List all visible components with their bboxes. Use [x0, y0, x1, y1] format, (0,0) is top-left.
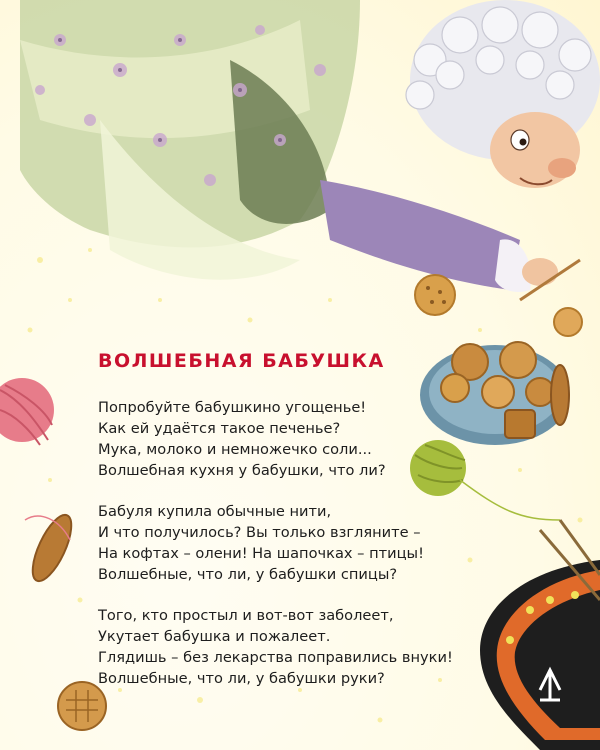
- poem-line: Как ей удаётся такое печенье?: [98, 420, 341, 437]
- poem-line: И что получилось? Вы только взгляните –: [98, 524, 421, 541]
- poem-line: Того, кто простыл и вот-вот заболеет,: [98, 607, 394, 624]
- poem-line: На кофтах – олени! На шапочках – птицы!: [98, 545, 424, 562]
- poem-body: [98, 397, 478, 709]
- poem-title: ВОЛШЕБНАЯ БАБУШКА: [98, 350, 385, 372]
- grandmother-head: [406, 0, 600, 188]
- poem-line: Волшебные, что ли, у бабушки спицы?: [98, 566, 398, 583]
- poem-stanza: [98, 501, 478, 585]
- poem-line: Волшебные, что ли, у бабушки руки?: [98, 670, 385, 687]
- poem-stanza: [98, 397, 478, 481]
- poem-line: Волшебная кухня у бабушки, что ли?: [98, 462, 386, 479]
- dress-illustration: [20, 0, 360, 280]
- poem-line: Укутает бабушка и пожалеет.: [98, 628, 331, 645]
- poem-line: Бабуля купила обычные нити,: [98, 503, 332, 520]
- bread-illustration: [25, 510, 79, 586]
- poem-stanza: [98, 605, 478, 689]
- poem-line: Глядишь – без лекарства поправились внуки!: [98, 649, 453, 666]
- knitted-scarf-illustration: [480, 520, 600, 750]
- poem-line: Мука, молоко и немножечко соли...: [98, 441, 372, 458]
- poem-line: Попробуйте бабушкино угощенье!: [98, 399, 367, 416]
